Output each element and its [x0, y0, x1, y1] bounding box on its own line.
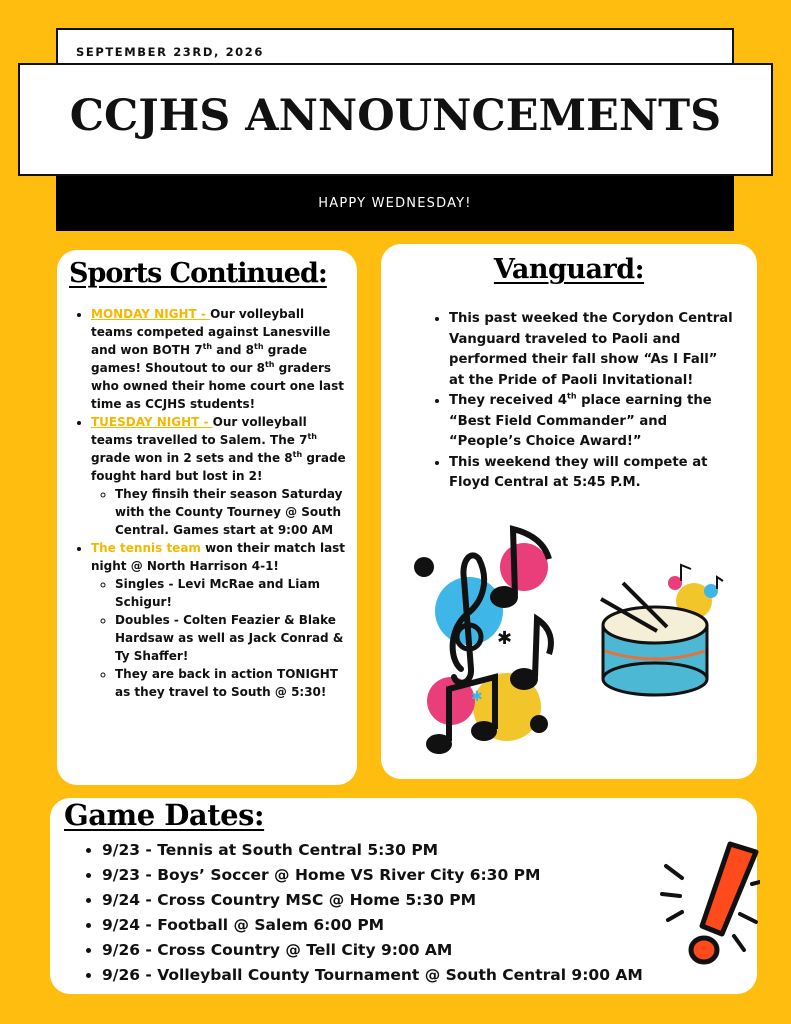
item-text: grade games! Shoutout to our 8 — [91, 343, 308, 375]
tuesday-label: TUESDAY NIGHT - — [91, 415, 213, 429]
superscript: th — [264, 360, 275, 369]
list-item: • 9/26 - Cross Country @ Tell City 9:00 AM — [102, 938, 743, 963]
date-text: SEPTEMBER 23RD, 2026 — [76, 45, 264, 59]
superscript: th — [307, 432, 317, 441]
drum-icon — [599, 559, 729, 699]
sub-list-item: ◦ Singles - Levi McRae and Liam Schigur! — [115, 575, 349, 611]
list-item — [91, 305, 349, 413]
list-item: • This weekend they will compete at Floyd Central at 5:45 P.M. — [449, 453, 737, 494]
game-dates-title: Game Dates: — [64, 798, 265, 832]
list-item: • 9/24 - Football @ Salem 6:00 PM — [102, 913, 743, 938]
sports-title: Sports Continued: — [69, 258, 327, 289]
greeting-text: HAPPY WEDNESDAY! — [318, 196, 472, 211]
greeting-bar — [56, 176, 734, 231]
item-text: graders who owned their home court one last time as CCJHS students! — [91, 361, 344, 411]
title-banner — [18, 63, 773, 176]
item-text: Our volleyball teams travelled to Salem. The 7 — [91, 415, 308, 447]
item-text: Our volleyball teams competed against Lanesville and won BOTH 7 — [91, 307, 331, 357]
list-item: • 9/23 - Boys’ Soccer @ Home VS River City 6:30 PM — [102, 863, 743, 888]
sub-list-item: ◦ They finsih their season Saturday with the County Tourney @ South Central. Games start at 9:00 AM — [115, 485, 349, 539]
list-item: • 9/23 - Tennis at South Central 5:30 PM — [102, 838, 743, 863]
page-title: CCJHS ANNOUNCEMENTS — [69, 91, 722, 141]
sub-list-item: ◦ They are back in action TONIGHT as they travel to South @ 5:30! — [115, 665, 349, 701]
vanguard-title: Vanguard: — [493, 254, 645, 285]
superscript: th — [254, 342, 264, 351]
list-item — [91, 539, 349, 701]
superscript: th — [292, 450, 303, 459]
list-item: • 9/24 - Cross Country MSC @ Home 5:30 PM — [102, 888, 743, 913]
item-text: place earning the “Best Field Commander” and “People’s Choice Award!” — [449, 393, 712, 449]
svg-text:✱: ✱ — [471, 689, 483, 705]
sub-list — [91, 575, 349, 701]
sub-list-item: ◦ Doubles - Colten Feazier & Blake Hardsaw as well as Jack Conrad & Ty Shaffer! — [115, 611, 349, 665]
superscript: th — [567, 391, 577, 401]
music-notes-icon — [409, 519, 574, 759]
item-text: won their match last night @ North Harrison 4-1! — [91, 541, 346, 573]
item-text: grade won in 2 sets and the 8 — [91, 451, 293, 465]
exclamation-icon — [660, 836, 760, 971]
sports-list — [69, 305, 349, 701]
list-item — [91, 413, 349, 539]
vanguard-card — [381, 244, 757, 779]
tennis-label: The tennis team — [91, 541, 201, 555]
game-dates-list — [64, 838, 743, 988]
list-item — [449, 391, 737, 453]
item-text: grade fought hard but lost in 2! — [91, 451, 346, 483]
list-item: • 9/26 - Volleyball County Tournament @ South Central 9:00 AM — [102, 963, 743, 988]
vanguard-list — [401, 309, 737, 494]
monday-label: MONDAY NIGHT - — [91, 307, 211, 321]
sports-card — [57, 250, 357, 785]
item-text: and 8 — [212, 343, 255, 357]
sub-list — [91, 485, 349, 539]
list-item: • This past weeked the Corydon Central Vanguard traveled to Paoli and performed their fall show “As I Fall” at the Pride of Paoli Invitational! — [449, 309, 737, 391]
item-text: They received 4 — [449, 393, 567, 408]
svg-text:✱: ✱ — [497, 628, 513, 649]
superscript: th — [202, 342, 213, 351]
game-dates-card — [50, 798, 757, 994]
